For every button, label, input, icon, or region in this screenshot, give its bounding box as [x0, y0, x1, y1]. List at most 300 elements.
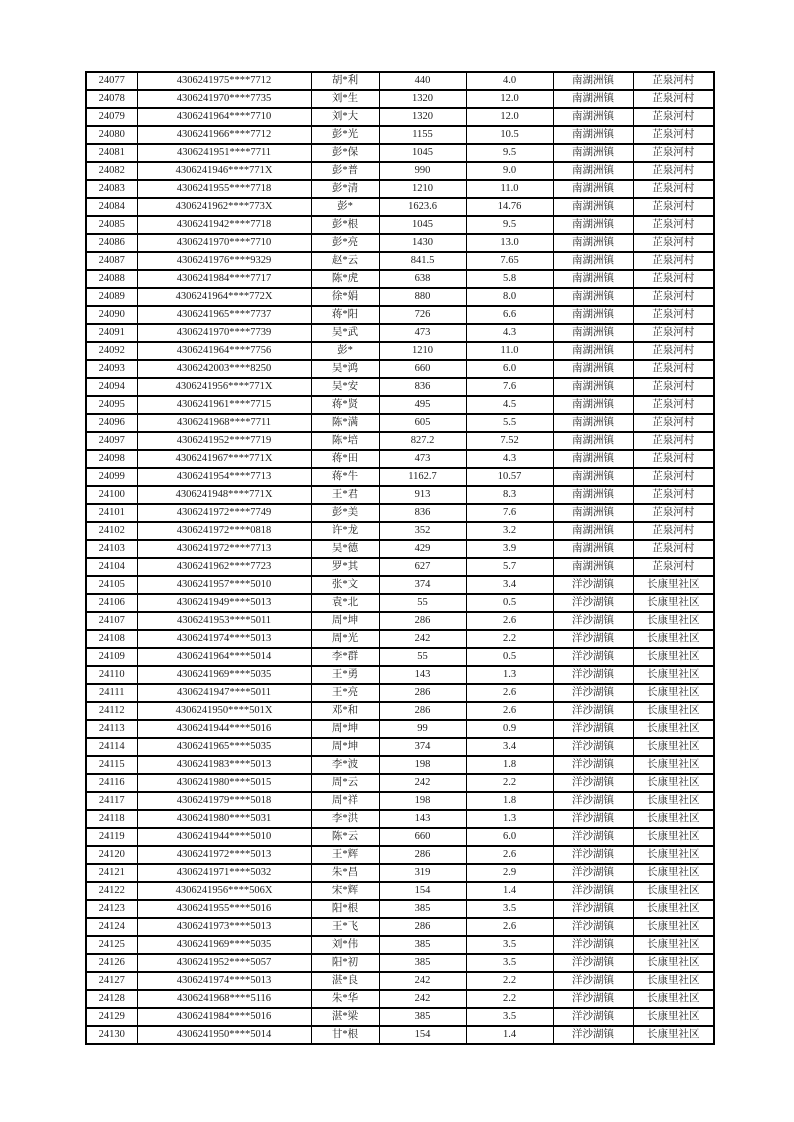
cell-area: 8.0 [466, 288, 553, 306]
cell-amount: 198 [379, 792, 466, 810]
cell-town: 洋沙湖镇 [553, 630, 633, 648]
cell-name: 王*勇 [311, 666, 379, 684]
cell-serial: 24127 [86, 972, 137, 990]
cell-amount: 242 [379, 774, 466, 792]
cell-village: 芷泉河村 [633, 306, 714, 324]
cell-serial: 24123 [86, 900, 137, 918]
cell-name: 徐*娟 [311, 288, 379, 306]
cell-area: 10.57 [466, 468, 553, 486]
cell-name: 陈*满 [311, 414, 379, 432]
cell-name: 宋*辉 [311, 882, 379, 900]
cell-serial: 24111 [86, 684, 137, 702]
cell-village: 长康里社区 [633, 1008, 714, 1026]
cell-amount: 286 [379, 612, 466, 630]
cell-area: 7.65 [466, 252, 553, 270]
table-row [86, 666, 714, 684]
cell-name: 阳*根 [311, 900, 379, 918]
cell-amount: 154 [379, 1026, 466, 1044]
cell-amount: 154 [379, 882, 466, 900]
table-row [86, 774, 714, 792]
cell-town: 南湖洲镇 [553, 450, 633, 468]
cell-amount: 385 [379, 900, 466, 918]
cell-serial: 24093 [86, 360, 137, 378]
cell-id_number: 4306241968****7711 [137, 414, 311, 432]
cell-village: 芷泉河村 [633, 450, 714, 468]
cell-village: 芷泉河村 [633, 126, 714, 144]
cell-serial: 24086 [86, 234, 137, 252]
cell-id_number: 4306241965****7737 [137, 306, 311, 324]
cell-area: 6.0 [466, 828, 553, 846]
table-row [86, 630, 714, 648]
cell-town: 南湖洲镇 [553, 270, 633, 288]
table-row [86, 828, 714, 846]
cell-name: 王*亮 [311, 684, 379, 702]
cell-id_number: 4306241955****5016 [137, 900, 311, 918]
cell-amount: 660 [379, 828, 466, 846]
cell-area: 9.5 [466, 216, 553, 234]
cell-town: 洋沙湖镇 [553, 918, 633, 936]
cell-name: 湛*梁 [311, 1008, 379, 1026]
table-row [86, 990, 714, 1008]
cell-area: 1.8 [466, 756, 553, 774]
cell-name: 彭* [311, 198, 379, 216]
cell-name: 周*祥 [311, 792, 379, 810]
table-row [86, 576, 714, 594]
cell-name: 王*辉 [311, 846, 379, 864]
cell-village: 芷泉河村 [633, 234, 714, 252]
cell-village: 长康里社区 [633, 936, 714, 954]
cell-village: 芷泉河村 [633, 108, 714, 126]
cell-id_number: 4306241984****7717 [137, 270, 311, 288]
cell-id_number: 4306241972****7749 [137, 504, 311, 522]
table-row [86, 486, 714, 504]
cell-id_number: 4306241979****5018 [137, 792, 311, 810]
cell-name: 周*坤 [311, 738, 379, 756]
table-row [86, 108, 714, 126]
cell-area: 12.0 [466, 90, 553, 108]
cell-area: 3.5 [466, 900, 553, 918]
cell-village: 长康里社区 [633, 900, 714, 918]
cell-town: 洋沙湖镇 [553, 612, 633, 630]
cell-serial: 24125 [86, 936, 137, 954]
cell-village: 芷泉河村 [633, 252, 714, 270]
cell-amount: 286 [379, 702, 466, 720]
cell-serial: 24104 [86, 558, 137, 576]
cell-name: 刘*大 [311, 108, 379, 126]
cell-name: 罗*其 [311, 558, 379, 576]
cell-id_number: 4306241961****7715 [137, 396, 311, 414]
cell-serial: 24088 [86, 270, 137, 288]
cell-area: 14.76 [466, 198, 553, 216]
cell-serial: 24087 [86, 252, 137, 270]
cell-id_number: 4306241967****771X [137, 450, 311, 468]
cell-village: 长康里社区 [633, 918, 714, 936]
table-row [86, 738, 714, 756]
cell-area: 2.2 [466, 774, 553, 792]
table-row [86, 450, 714, 468]
cell-town: 洋沙湖镇 [553, 648, 633, 666]
cell-amount: 473 [379, 450, 466, 468]
cell-area: 13.0 [466, 234, 553, 252]
cell-name: 彭*根 [311, 216, 379, 234]
cell-amount: 385 [379, 954, 466, 972]
cell-amount: 473 [379, 324, 466, 342]
cell-town: 南湖洲镇 [553, 468, 633, 486]
cell-village: 长康里社区 [633, 972, 714, 990]
cell-town: 洋沙湖镇 [553, 900, 633, 918]
cell-village: 芷泉河村 [633, 432, 714, 450]
cell-name: 湛*良 [311, 972, 379, 990]
cell-serial: 24098 [86, 450, 137, 468]
cell-town: 南湖洲镇 [553, 540, 633, 558]
cell-name: 周*坤 [311, 612, 379, 630]
cell-name: 李*波 [311, 756, 379, 774]
cell-serial: 24126 [86, 954, 137, 972]
cell-town: 南湖洲镇 [553, 432, 633, 450]
cell-name: 蒋*阳 [311, 306, 379, 324]
cell-id_number: 4306241972****5013 [137, 846, 311, 864]
cell-serial: 24114 [86, 738, 137, 756]
cell-id_number: 4306241965****5035 [137, 738, 311, 756]
cell-amount: 836 [379, 378, 466, 396]
cell-name: 蒋*牛 [311, 468, 379, 486]
cell-id_number: 4306241947****5011 [137, 684, 311, 702]
beneficiary-table [85, 71, 715, 1045]
cell-serial: 24085 [86, 216, 137, 234]
cell-name: 张*文 [311, 576, 379, 594]
cell-name: 周*云 [311, 774, 379, 792]
cell-area: 11.0 [466, 342, 553, 360]
cell-serial: 24080 [86, 126, 137, 144]
cell-id_number: 4306241955****7718 [137, 180, 311, 198]
cell-town: 洋沙湖镇 [553, 990, 633, 1008]
cell-town: 南湖洲镇 [553, 252, 633, 270]
cell-amount: 638 [379, 270, 466, 288]
table-row [86, 504, 714, 522]
table-row [86, 900, 714, 918]
cell-town: 南湖洲镇 [553, 126, 633, 144]
cell-name: 彭*亮 [311, 234, 379, 252]
table-row [86, 522, 714, 540]
cell-serial: 24121 [86, 864, 137, 882]
cell-amount: 1320 [379, 90, 466, 108]
cell-id_number: 4306241970****7739 [137, 324, 311, 342]
cell-village: 芷泉河村 [633, 540, 714, 558]
cell-area: 5.8 [466, 270, 553, 288]
cell-area: 0.5 [466, 594, 553, 612]
cell-id_number: 4306241980****5031 [137, 810, 311, 828]
cell-town: 南湖洲镇 [553, 486, 633, 504]
cell-id_number: 4306241952****7719 [137, 432, 311, 450]
cell-area: 9.0 [466, 162, 553, 180]
cell-id_number: 4306241970****7735 [137, 90, 311, 108]
cell-serial: 24081 [86, 144, 137, 162]
cell-village: 长康里社区 [633, 1026, 714, 1044]
cell-serial: 24096 [86, 414, 137, 432]
cell-id_number: 4306241972****0818 [137, 522, 311, 540]
cell-amount: 605 [379, 414, 466, 432]
cell-amount: 1210 [379, 180, 466, 198]
cell-amount: 726 [379, 306, 466, 324]
cell-id_number: 4306241983****5013 [137, 756, 311, 774]
table-row [86, 846, 714, 864]
cell-id_number: 4306241964****772X [137, 288, 311, 306]
cell-id_number: 4306241964****5014 [137, 648, 311, 666]
cell-serial: 24117 [86, 792, 137, 810]
table-row [86, 918, 714, 936]
cell-town: 南湖洲镇 [553, 414, 633, 432]
table-row [86, 468, 714, 486]
cell-amount: 440 [379, 72, 466, 90]
cell-town: 洋沙湖镇 [553, 810, 633, 828]
cell-amount: 286 [379, 846, 466, 864]
cell-amount: 143 [379, 810, 466, 828]
cell-area: 4.3 [466, 450, 553, 468]
cell-town: 洋沙湖镇 [553, 846, 633, 864]
cell-village: 长康里社区 [633, 738, 714, 756]
cell-name: 彭*美 [311, 504, 379, 522]
table-row [86, 288, 714, 306]
cell-area: 1.3 [466, 666, 553, 684]
cell-amount: 836 [379, 504, 466, 522]
table-row [86, 810, 714, 828]
cell-name: 刘*生 [311, 90, 379, 108]
cell-id_number: 4306241980****5015 [137, 774, 311, 792]
cell-id_number: 4306241974****5013 [137, 972, 311, 990]
cell-village: 芷泉河村 [633, 486, 714, 504]
cell-name: 吴*安 [311, 378, 379, 396]
cell-town: 洋沙湖镇 [553, 864, 633, 882]
cell-serial: 24109 [86, 648, 137, 666]
cell-area: 6.6 [466, 306, 553, 324]
cell-area: 3.5 [466, 936, 553, 954]
cell-area: 3.2 [466, 522, 553, 540]
table-row [86, 864, 714, 882]
table-row [86, 612, 714, 630]
cell-area: 0.9 [466, 720, 553, 738]
cell-name: 甘*根 [311, 1026, 379, 1044]
cell-id_number: 4306241973****5013 [137, 918, 311, 936]
cell-area: 3.4 [466, 576, 553, 594]
table-row [86, 720, 714, 738]
cell-serial: 24105 [86, 576, 137, 594]
cell-name: 朱*华 [311, 990, 379, 1008]
cell-area: 2.2 [466, 972, 553, 990]
cell-area: 7.52 [466, 432, 553, 450]
cell-area: 2.9 [466, 864, 553, 882]
cell-village: 长康里社区 [633, 774, 714, 792]
cell-amount: 1045 [379, 216, 466, 234]
cell-village: 芷泉河村 [633, 324, 714, 342]
cell-serial: 24091 [86, 324, 137, 342]
cell-town: 洋沙湖镇 [553, 666, 633, 684]
cell-town: 南湖洲镇 [553, 162, 633, 180]
cell-serial: 24097 [86, 432, 137, 450]
cell-amount: 374 [379, 576, 466, 594]
cell-id_number: 4306241944****5016 [137, 720, 311, 738]
cell-village: 芷泉河村 [633, 396, 714, 414]
cell-serial: 24099 [86, 468, 137, 486]
cell-name: 彭*保 [311, 144, 379, 162]
cell-serial: 24106 [86, 594, 137, 612]
cell-village: 长康里社区 [633, 684, 714, 702]
cell-id_number: 4306241946****771X [137, 162, 311, 180]
cell-name: 王*飞 [311, 918, 379, 936]
cell-id_number: 4306241951****7711 [137, 144, 311, 162]
cell-amount: 55 [379, 594, 466, 612]
cell-village: 芷泉河村 [633, 216, 714, 234]
cell-name: 吴*鸿 [311, 360, 379, 378]
cell-area: 2.6 [466, 846, 553, 864]
cell-id_number: 4306241956****506X [137, 882, 311, 900]
cell-id_number: 4306241957****5010 [137, 576, 311, 594]
cell-name: 周*坤 [311, 720, 379, 738]
cell-serial: 24078 [86, 90, 137, 108]
table-row [86, 396, 714, 414]
cell-area: 2.6 [466, 918, 553, 936]
cell-area: 1.4 [466, 1026, 553, 1044]
cell-town: 洋沙湖镇 [553, 684, 633, 702]
cell-village: 长康里社区 [633, 810, 714, 828]
cell-serial: 24118 [86, 810, 137, 828]
cell-area: 4.5 [466, 396, 553, 414]
cell-village: 长康里社区 [633, 882, 714, 900]
cell-village: 长康里社区 [633, 612, 714, 630]
cell-amount: 55 [379, 648, 466, 666]
cell-area: 2.6 [466, 684, 553, 702]
cell-area: 8.3 [466, 486, 553, 504]
cell-id_number: 4306241950****501X [137, 702, 311, 720]
table-row [86, 378, 714, 396]
cell-id_number: 4306241984****5016 [137, 1008, 311, 1026]
cell-name: 刘*伟 [311, 936, 379, 954]
cell-amount: 242 [379, 630, 466, 648]
cell-name: 王*君 [311, 486, 379, 504]
cell-amount: 880 [379, 288, 466, 306]
cell-serial: 24130 [86, 1026, 137, 1044]
cell-amount: 319 [379, 864, 466, 882]
cell-serial: 24122 [86, 882, 137, 900]
cell-area: 9.5 [466, 144, 553, 162]
cell-name: 陈*培 [311, 432, 379, 450]
table-row [86, 882, 714, 900]
cell-serial: 24128 [86, 990, 137, 1008]
cell-area: 2.2 [466, 630, 553, 648]
cell-town: 南湖洲镇 [553, 504, 633, 522]
table-row [86, 594, 714, 612]
cell-serial: 24129 [86, 1008, 137, 1026]
cell-amount: 1623.6 [379, 198, 466, 216]
cell-village: 芷泉河村 [633, 468, 714, 486]
cell-village: 长康里社区 [633, 576, 714, 594]
cell-area: 3.9 [466, 540, 553, 558]
table-row [86, 414, 714, 432]
table-row [86, 558, 714, 576]
cell-serial: 24100 [86, 486, 137, 504]
cell-name: 吴*武 [311, 324, 379, 342]
table-row [86, 684, 714, 702]
cell-name: 彭*清 [311, 180, 379, 198]
cell-serial: 24113 [86, 720, 137, 738]
cell-town: 南湖洲镇 [553, 558, 633, 576]
cell-serial: 24077 [86, 72, 137, 90]
cell-town: 南湖洲镇 [553, 324, 633, 342]
cell-town: 南湖洲镇 [553, 234, 633, 252]
cell-amount: 827.2 [379, 432, 466, 450]
cell-serial: 24124 [86, 918, 137, 936]
cell-town: 洋沙湖镇 [553, 738, 633, 756]
table-row [86, 540, 714, 558]
cell-id_number: 4306241952****5057 [137, 954, 311, 972]
cell-id_number: 4306241976****9329 [137, 252, 311, 270]
cell-amount: 242 [379, 990, 466, 1008]
table-row [86, 252, 714, 270]
cell-town: 南湖洲镇 [553, 216, 633, 234]
cell-id_number: 4306241950****5014 [137, 1026, 311, 1044]
cell-village: 长康里社区 [633, 792, 714, 810]
cell-village: 芷泉河村 [633, 414, 714, 432]
table-row [86, 306, 714, 324]
cell-name: 胡*利 [311, 72, 379, 90]
cell-village: 长康里社区 [633, 720, 714, 738]
cell-village: 芷泉河村 [633, 504, 714, 522]
cell-id_number: 4306241969****5035 [137, 936, 311, 954]
cell-town: 洋沙湖镇 [553, 576, 633, 594]
cell-area: 2.6 [466, 702, 553, 720]
cell-name: 朱*昌 [311, 864, 379, 882]
table-row [86, 1026, 714, 1044]
cell-village: 长康里社区 [633, 864, 714, 882]
cell-area: 10.5 [466, 126, 553, 144]
cell-village: 长康里社区 [633, 828, 714, 846]
cell-name: 邓*和 [311, 702, 379, 720]
cell-town: 南湖洲镇 [553, 360, 633, 378]
cell-id_number: 4306241962****773X [137, 198, 311, 216]
cell-village: 长康里社区 [633, 756, 714, 774]
cell-serial: 24116 [86, 774, 137, 792]
cell-town: 洋沙湖镇 [553, 882, 633, 900]
cell-serial: 24083 [86, 180, 137, 198]
cell-serial: 24115 [86, 756, 137, 774]
cell-name: 陈*云 [311, 828, 379, 846]
cell-town: 洋沙湖镇 [553, 828, 633, 846]
cell-amount: 1045 [379, 144, 466, 162]
cell-id_number: 4306241975****7712 [137, 72, 311, 90]
table-row [86, 1008, 714, 1026]
table-row [86, 216, 714, 234]
cell-name: 彭*光 [311, 126, 379, 144]
cell-town: 南湖洲镇 [553, 378, 633, 396]
cell-amount: 841.5 [379, 252, 466, 270]
cell-amount: 286 [379, 918, 466, 936]
table-row [86, 756, 714, 774]
cell-town: 南湖洲镇 [553, 72, 633, 90]
cell-id_number: 4306241942****7718 [137, 216, 311, 234]
cell-town: 洋沙湖镇 [553, 792, 633, 810]
cell-id_number: 4306241964****7756 [137, 342, 311, 360]
cell-village: 芷泉河村 [633, 180, 714, 198]
cell-amount: 374 [379, 738, 466, 756]
cell-town: 洋沙湖镇 [553, 936, 633, 954]
cell-serial: 24095 [86, 396, 137, 414]
cell-serial: 24101 [86, 504, 137, 522]
cell-amount: 429 [379, 540, 466, 558]
cell-id_number: 4306241971****5032 [137, 864, 311, 882]
cell-village: 芷泉河村 [633, 288, 714, 306]
cell-name: 李*群 [311, 648, 379, 666]
cell-village: 长康里社区 [633, 594, 714, 612]
cell-town: 南湖洲镇 [553, 198, 633, 216]
